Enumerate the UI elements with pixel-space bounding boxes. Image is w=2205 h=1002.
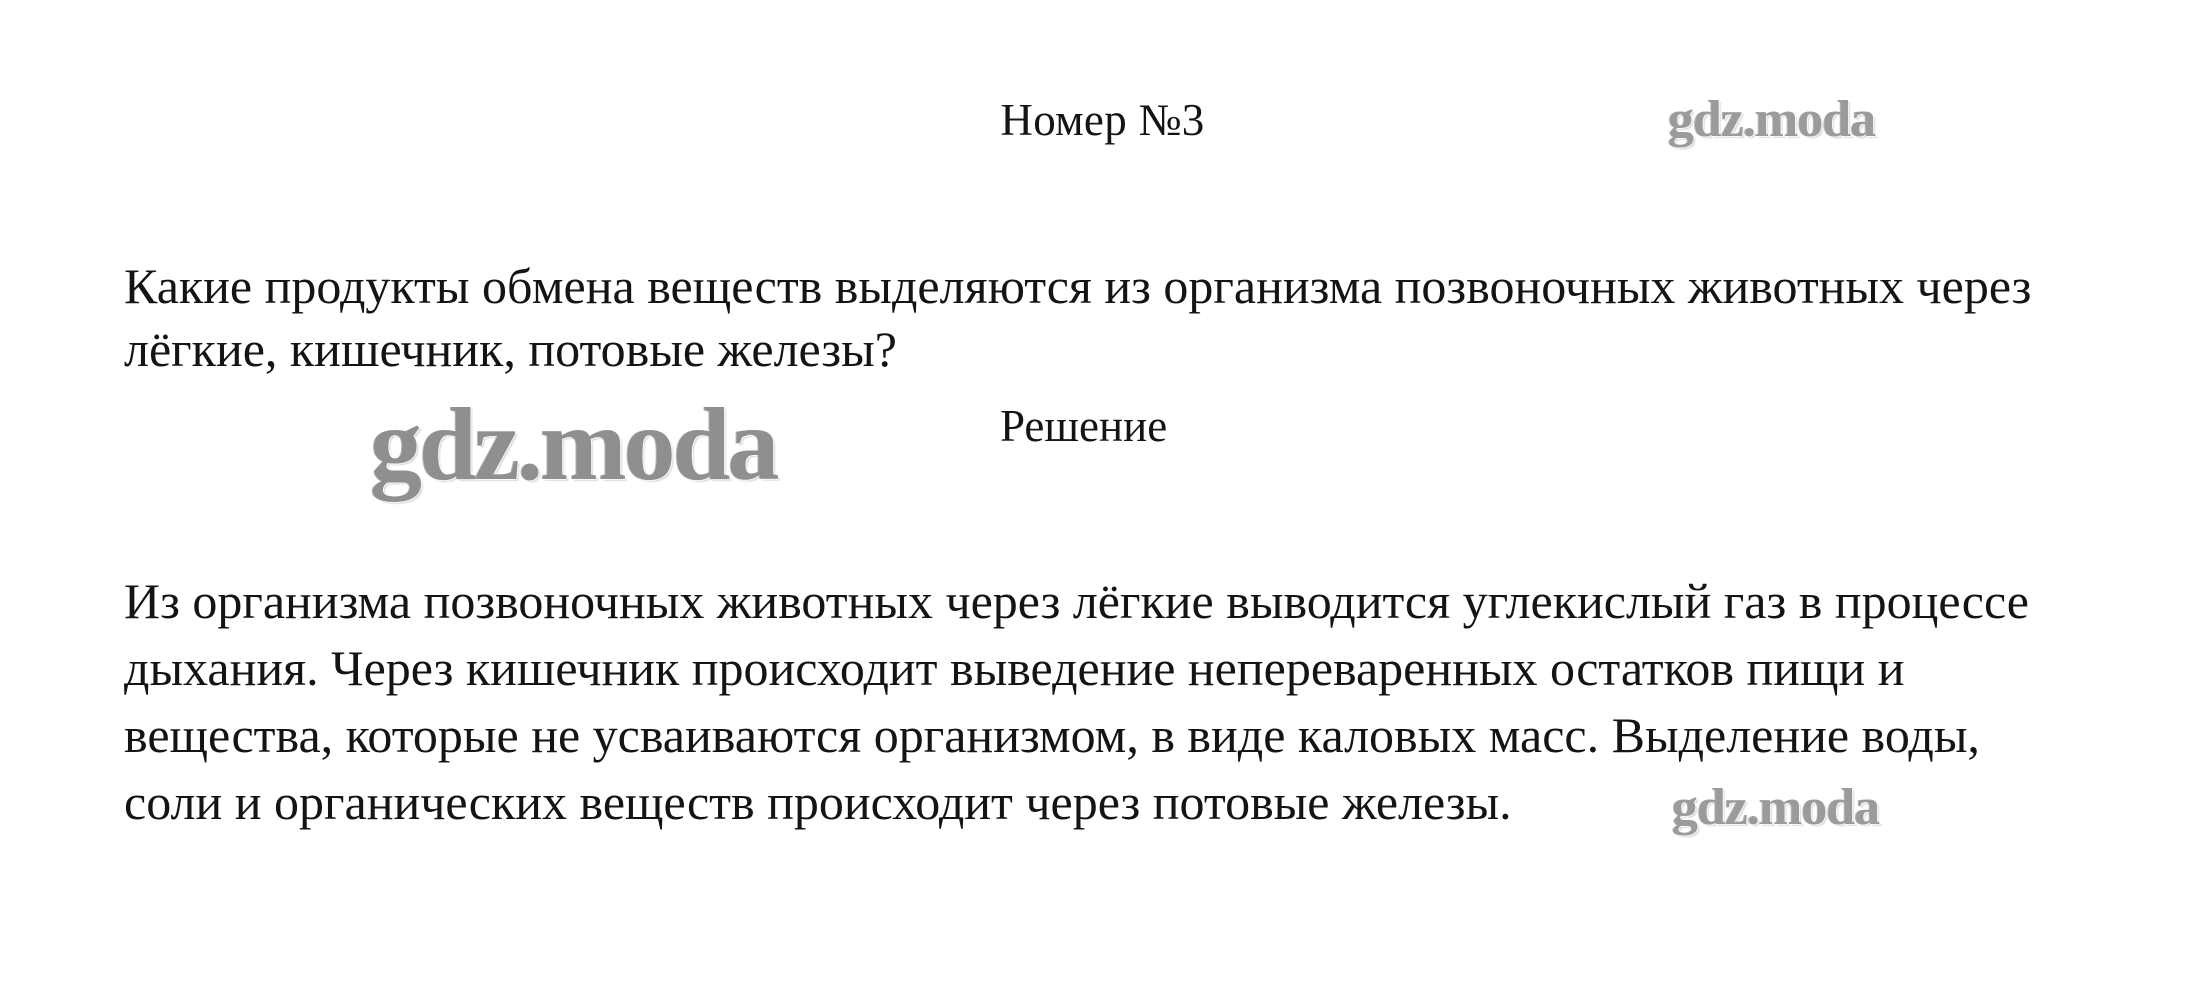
watermark-top-right: gdz.moda (1668, 91, 1876, 148)
page-title: Номер №3 (1000, 95, 1205, 145)
answer-text: Из организма позвоночных животных через лёгкие выводится углекислый газ в процессе дыхания. Через кишечник происходит выведение непереваренных остатков пищи и вещества, которые не усваиваются организмом, в виде каловых масс. Выделение воды, соли и органических веществ происходит через потовые железы. (124, 573, 2029, 830)
watermark-bottom-right: gdz.moda (1672, 779, 1880, 836)
watermark-center: gdz.moda (370, 387, 777, 502)
solution-heading: Решение (1000, 401, 1168, 451)
question-text: Какие продукты обмена веществ выделяются из организма позвоночных животных через лёгкие, кишечник, потовые железы? (124, 258, 2032, 377)
